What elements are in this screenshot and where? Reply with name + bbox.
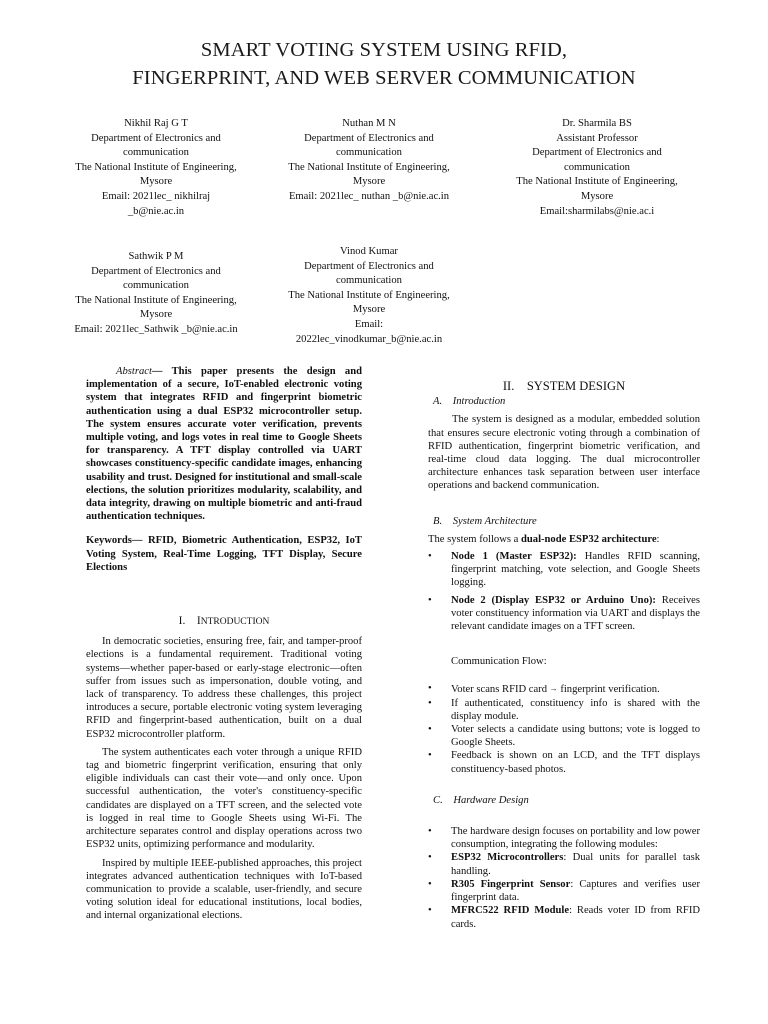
author-city: Mysore: [352, 304, 386, 316]
paper-title-line-1: SMART VOTING SYSTEM USING RFID,: [200, 39, 568, 61]
author-name: Vinod Kumar: [340, 246, 398, 257]
author-institute: The National Institute of Engineering,: [516, 176, 678, 188]
author-dept: Department of Electronics and: [532, 147, 662, 159]
architecture-intro: [428, 533, 700, 546]
subsection-heading-c: [428, 794, 700, 807]
author-dept: communication: [564, 161, 630, 173]
author-title: Assistant Professor: [556, 132, 638, 144]
subsection-title: Introduction: [452, 396, 506, 408]
list-item-text: Handles RFID scanning, fingerprint matching, vote selection, and Google Sheets logging.: [451, 551, 700, 589]
list-item: [428, 550, 700, 590]
subsection-letter: B.: [433, 515, 443, 527]
list-item-bold: Node 2 (Display ESP32 or Arduino Uno):: [451, 594, 656, 606]
list-item: [428, 904, 700, 930]
section-title-rest: NTRODUCTION: [200, 617, 270, 628]
list-item-text: : Captures and verifies user fingerprint data.: [451, 878, 700, 904]
list-item-bold: Node 1 (Master ESP32):: [451, 551, 577, 563]
author-institute: The National Institute of Engineering,: [288, 161, 450, 173]
author-dept: Department of Electronics and: [304, 260, 434, 272]
list-item: [428, 594, 700, 634]
subsection-heading-a: [428, 395, 700, 408]
author-dept: Department of Electronics and: [91, 132, 221, 144]
subsection-title: System Architecture: [452, 515, 537, 527]
abstract: [86, 365, 362, 523]
author-email: Email: 2021lec_ nikhilraj: [101, 190, 211, 202]
left-column: [86, 365, 362, 923]
hardware-list: [428, 825, 700, 931]
section-number: I.: [178, 615, 186, 628]
author-city: Mysore: [352, 176, 386, 188]
author-block-4: [56, 250, 256, 338]
section-title-first: I: [196, 615, 201, 628]
architecture-intro-end: :: [656, 533, 660, 545]
section-heading-introduction: [86, 615, 362, 629]
author-name: Sathwik P M: [128, 251, 184, 262]
intro-paragraph-3: Inspired by multiple IEEE-published approaches, this project integrates advanced authentication techniques with IoT-based communication to provide a scalable, user-friendly, and secure voting solution ideal for educational institutions, local bodies, and internal organizational elections.: [86, 857, 362, 922]
list-item-text: Receives voter constituency information via UART and displays the relevant candidate images on a TFT screen.: [451, 594, 700, 633]
list-item: • If authenticated, constituency info is shared with the display module.: [428, 697, 700, 723]
flow-text: fingerprint verification.: [557, 684, 660, 696]
author-institute: The National Institute of Engineering,: [288, 289, 450, 301]
subsection-heading-b: [428, 515, 700, 528]
paper-title: [0, 36, 768, 92]
list-item-bold: R305 Fingerprint Sensor: [451, 878, 571, 890]
list-item: • Feedback is shown on an LCD, and the TFT displays constituency-based photos.: [428, 749, 700, 775]
list-item: • Voter selects a candidate using buttons; vote is logged to Google Sheets.: [428, 723, 700, 749]
subsection-letter: A.: [433, 396, 443, 408]
author-dept: communication: [123, 147, 189, 159]
author-email: 2022lec_vinodkumar_b@nie.ac.in: [295, 333, 443, 345]
author-email: Email:: [354, 318, 384, 330]
right-column: [428, 380, 700, 931]
list-item-text: : Reads voter ID from RFID cards.: [451, 905, 701, 930]
author-email: Email: 2021lec_Sathwik _b@nie.ac.in: [74, 323, 238, 335]
intro-paragraph-2: The system authenticates each voter through a unique RFID tag and biometric fingerprint verification, ensuring that only eligible individuals can cast their vote—and only once. Upon successful authentication, the voter's constituency-specific candidates are displayed on a TFT screen, and the selected vote is logged in real time to Google Sheets using Wi-Fi. The architecture separates control and display operations across two ESP32 units, optimizing performance and modularity.: [86, 746, 362, 851]
flow-list: [428, 682, 700, 775]
author-city: Mysore: [139, 309, 173, 321]
author-dept: communication: [336, 147, 402, 159]
subsection-letter: C.: [433, 794, 443, 806]
list-item-text: : Dual units for parallel task handling.: [451, 852, 700, 877]
paper-title-line-2: FINGERPRINT, AND WEB SERVER COMMUNICATION: [132, 67, 636, 89]
author-name: Nikhil Raj G T: [124, 118, 188, 129]
author-name: Dr. Sharmila BS: [562, 118, 632, 129]
author-email: Email: 2021lec_ nuthan _b@nie.ac.in: [288, 190, 450, 202]
author-dept: communication: [336, 275, 402, 287]
author-block-3: [497, 117, 697, 219]
author-dept: communication: [123, 280, 189, 292]
flow-text: Voter scans RFID card: [451, 684, 550, 696]
list-item: [428, 878, 700, 904]
list-item: [428, 682, 700, 696]
architecture-intro-text: The system follows a: [428, 533, 521, 545]
author-city: Mysore: [580, 190, 614, 202]
keywords: Keywords— RFID, Biometric Authentication, ESP32, IoT Voting System, Real-Time Logging, TFT Display, Secure Elections: [86, 535, 362, 573]
author-name: Nuthan M N: [342, 118, 396, 129]
author-email: Email:sharmilabs@nie.ac.i: [539, 205, 655, 217]
author-email: _b@nie.ac.in: [127, 205, 185, 217]
author-city: Mysore: [139, 176, 173, 188]
architecture-intro-bold: dual-node ESP32 architecture: [520, 533, 657, 545]
node-list: [428, 550, 700, 633]
intro-paragraph-1: In democratic societies, ensuring free, fair, and tamper-proof elections is a fundamental requirement. Traditional voting systems—whether paper-based or early-stage electronic—often suffer from issues such as impersonation, double voting, and lack of transparency. To address these challenges, this project introduces a secure, portable electronic voting system leveraging RFID and fingerprint-based authentication, built on a dual ESP32 microcontroller platform.: [86, 636, 362, 740]
abstract-text: This paper presents the design and implementation of a secure, IoT-enabled electronic voting system that integrates RFID and fingerprint biometric authentication using a dual ESP32 microcontroller setup. The system ensures accurate voter verification, prevents multiple voting, and logs votes in real time to Google Sheets for transparency. A TFT display controlled via UART showcases constituency-specific candidate images, enhancing usability and trust. Designed for institutional and small-scale elections, the solution prioritizes modularity, scalability, and data integrity, drawing on multiple biometric and anti-fraud authentication techniques.: [86, 366, 362, 523]
author-block-5: [269, 245, 469, 347]
list-item-bold: ESP32 Microcontrollers: [451, 852, 564, 864]
author-dept: Department of Electronics and: [304, 132, 434, 144]
list-item: • The hardware design focuses on portability and low power consumption, integrating the following modules:: [428, 825, 700, 851]
abstract-lead: Abstract: [116, 366, 152, 377]
list-item-bold: MFRC522 RFID Module: [451, 905, 570, 917]
author-dept: Department of Electronics and: [91, 265, 221, 277]
author-block-1: [56, 117, 256, 219]
author-block-2: [269, 117, 469, 205]
author-institute: The National Institute of Engineering,: [75, 161, 237, 173]
system-intro-paragraph: The system is designed as a modular, embedded solution that ensures secure electronic voting through a combination of RFID authentication, fingerprint biometric verification, and real-time cloud data logging. The dual microcontroller architecture enhances task separation between user interface operations and backend communication.: [428, 414, 700, 492]
section-number: II.: [502, 379, 515, 393]
list-item: [428, 851, 700, 877]
author-institute: The National Institute of Engineering,: [75, 294, 237, 306]
section-heading-system-design: [428, 380, 700, 393]
arrow-icon: →: [549, 684, 558, 694]
abstract-dash: —: [151, 366, 163, 377]
section-title: SYSTEM DESIGN: [526, 379, 626, 393]
subsection-title: Hardware Design: [453, 794, 529, 806]
communication-flow-title: Communication Flow:: [451, 656, 547, 668]
